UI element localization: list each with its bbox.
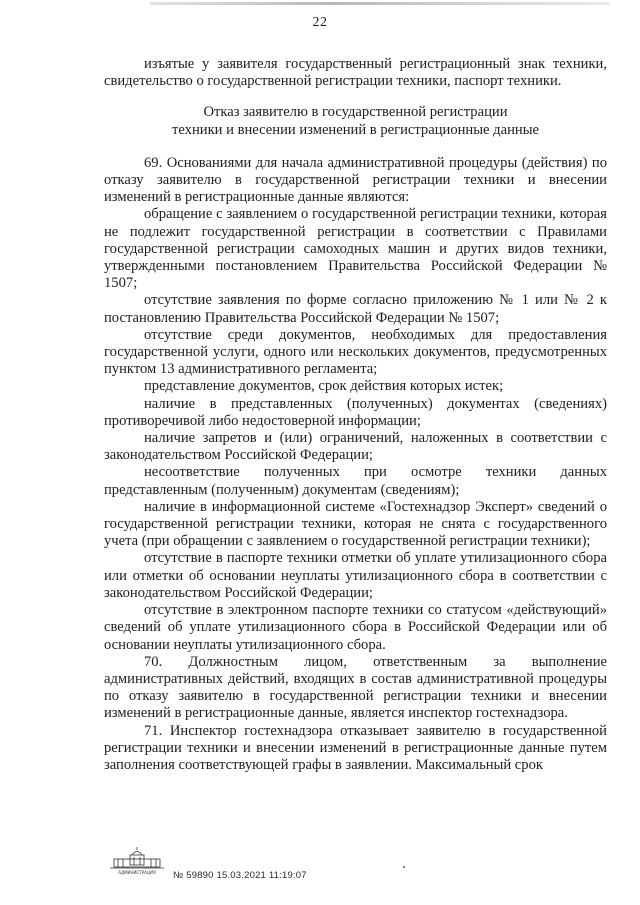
list-item-no-recycling-fee-mark: отсутствие в паспорте техники отметки об уплате утилизационного сбора или отметки об основании неуплаты утилизационного сбора в соответствии с законодательством Российской Федерации; <box>104 550 607 601</box>
scan-artifact-dot <box>403 866 405 868</box>
scan-artifact-line <box>150 2 610 5</box>
document-body <box>104 56 607 774</box>
list-item-no-electronic-fee-info: отсутствие в электронном паспорте техники со статусом «действующий» сведений об уплате утилизационного сбора в Российской Федерации или об основании неуплаты утилизационного сбора. <box>104 602 607 653</box>
list-item-expired-documents: представление документов, срок действия которых истек; <box>144 378 504 395</box>
section-heading-line-2: техники и внесении изменений в регистрационные данные <box>172 121 539 138</box>
list-item-contradictory-info: наличие в представленных (полученных) документах (сведениях) противоречивой либо недостоверной информации; <box>104 395 607 429</box>
list-item-missing-documents: отсутствие среди документов, необходимых для предоставления государственной услуги, одного или нескольких документов, предусмотренных пунктом 13 административного регламента; <box>104 326 607 378</box>
section-heading <box>104 104 607 138</box>
paragraph-70: 70. Должностным лицом, ответственным за выполнение административных действий, входящих в состав административной процедуры по отказу заявителю в государственной регистрации техники и внесении изменений в регистрационные данные, является инспектор гостехнадзора. <box>104 653 607 722</box>
list-item-unregistrable-technique: обращение с заявлением о государственной регистрации техники, которая не подлежит государственной регистрации в соответствии с Правилами государственной регистрации самоходных машин и других видов техники, утвержденными постановлением Правительства Российской Федерации № 1507; <box>104 206 607 292</box>
section-heading-line-1: Отказ заявителю в государственной регистрации <box>203 104 508 121</box>
emblem-caption: АДМИНИСТРАЦИЯ <box>118 870 156 875</box>
administration-emblem-icon <box>108 846 166 876</box>
list-item-restrictions: наличие запретов и (или) ограничений, наложенных в соответствии с законодательством Российской Федерации; <box>104 430 607 464</box>
registration-stamp: № 59890 15.03.2021 11:19:07 <box>173 870 307 881</box>
page-number: 22 <box>312 15 328 30</box>
list-item-missing-application: отсутствие заявления по форме согласно приложению № 1 или № 2 к постановлению Правительства Российской Федерации № 1507; <box>104 292 607 326</box>
paragraph-71: 71. Инспектор гостехнадзора отказывает заявителю в государственной регистрации техники и внесении изменений в регистрационные данные путем заполнения соответствующей графы в заявлении. Максимальный срок <box>104 722 607 773</box>
paragraph-continuation: изъятые у заявителя государственный регистрационный знак техники, свидетельство о государственной регистрации техники, паспорт техники. <box>104 56 607 90</box>
paragraph-69: 69. Основаниями для начала административной процедуры (действия) по отказу заявителю в государственной регистрации техники и внесении изменений в регистрационные данные являются: <box>104 154 607 206</box>
list-item-inspection-mismatch: несоответствие полученных при осмотре техники данных представленным (полученным) документам (сведениям); <box>104 464 607 498</box>
list-item-existing-registration: наличие в информационной системе «Гостехнадзор Эксперт» сведений о государственной регистрации техники, которая не снята с государственного учета (при обращении с заявлением о государственной регистрации техники); <box>104 498 607 550</box>
